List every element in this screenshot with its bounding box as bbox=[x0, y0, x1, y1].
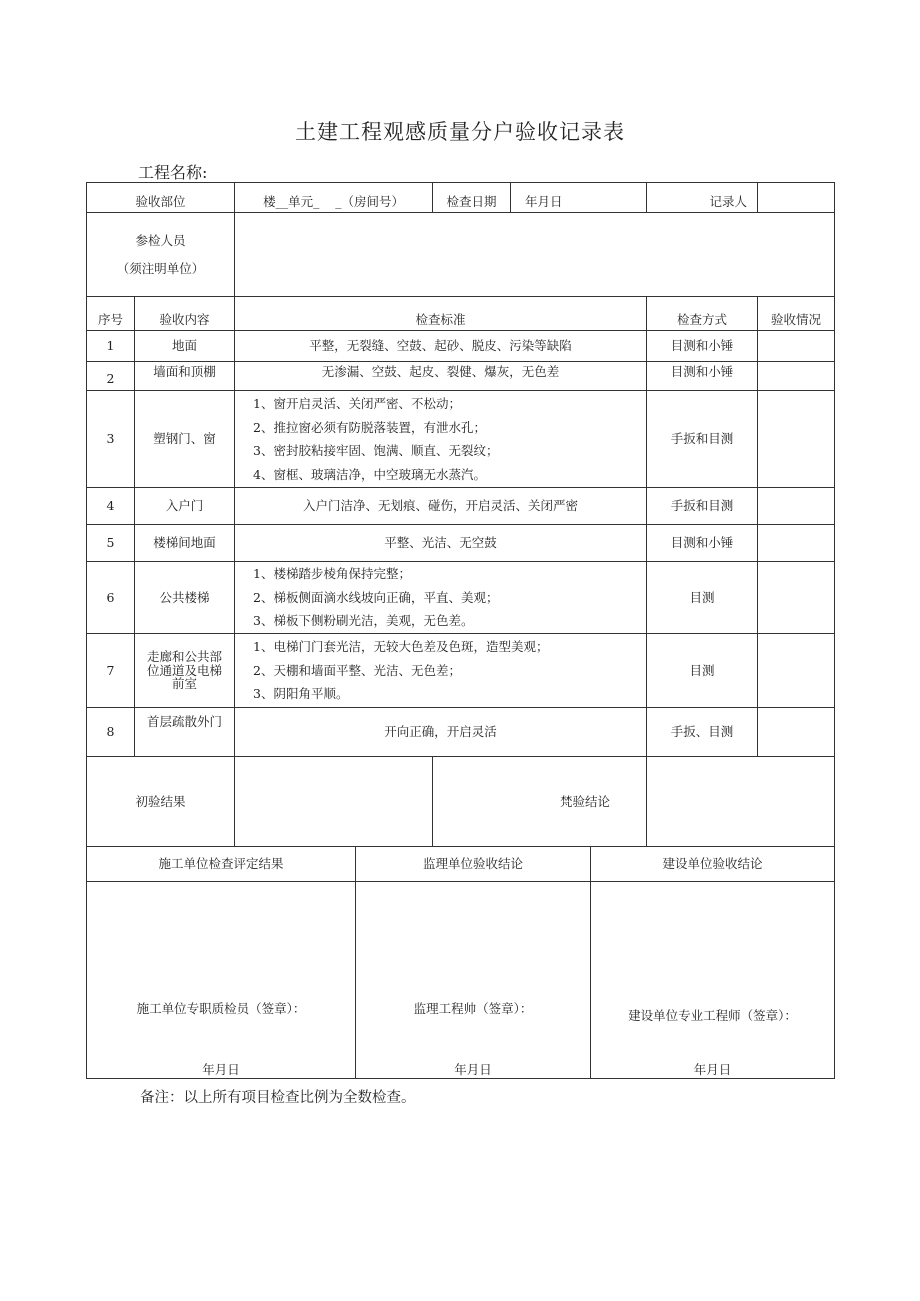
row-standard bbox=[235, 391, 647, 488]
location-value[interactable]: 楼__单元_ _（房间号） bbox=[235, 183, 433, 213]
row-result[interactable] bbox=[758, 331, 835, 362]
review-conclusion-value[interactable] bbox=[647, 757, 835, 847]
row-content: 地面 bbox=[135, 331, 235, 362]
row-result[interactable] bbox=[758, 634, 835, 708]
col-content: 验收内容 bbox=[135, 297, 235, 331]
location-label: 验收部位 bbox=[87, 183, 235, 213]
table-row bbox=[87, 708, 835, 757]
footnote: 备注：以上所有项目检查比例为全数检查。 bbox=[140, 1090, 416, 1106]
row-method: 目测和小锤 bbox=[647, 362, 758, 391]
owner-sign-cell[interactable] bbox=[591, 882, 835, 1079]
owner-title: 建设单位验收结论 bbox=[591, 847, 835, 882]
std-line: 1、电梯门门套光洁，无较大色差及色斑，造型美观； bbox=[253, 639, 549, 655]
row-result[interactable] bbox=[758, 391, 835, 488]
std-line: 2、天棚和墙面平整、光洁、无色差； bbox=[253, 662, 461, 678]
date-value[interactable]: 年月日 bbox=[511, 183, 647, 213]
owner-sign-label: 建设单位专业工程师（签章）： bbox=[628, 1007, 797, 1023]
row-method: 目测 bbox=[647, 562, 758, 634]
row-content: 塑钢门、窗 bbox=[135, 391, 235, 488]
row-no: 4 bbox=[87, 488, 135, 525]
participants-label-cell bbox=[87, 213, 235, 297]
row-result[interactable] bbox=[758, 488, 835, 525]
participants-row bbox=[87, 213, 835, 297]
std-line: 4、窗框、玻璃洁净，中空玻璃无水蒸汽。 bbox=[253, 466, 486, 482]
col-method: 检查方式 bbox=[647, 297, 758, 331]
initial-result-label: 初验结果 bbox=[87, 757, 235, 847]
row-content: 入户门 bbox=[135, 488, 235, 525]
contractor-date: 年月日 bbox=[202, 1061, 240, 1077]
header-row bbox=[87, 183, 835, 213]
recorder-value[interactable] bbox=[758, 183, 835, 213]
row-method: 手扳和目测 bbox=[647, 391, 758, 488]
table-row bbox=[87, 362, 835, 391]
row-standard: 平整、光洁、无空鼓 bbox=[235, 525, 647, 562]
row-standard bbox=[235, 634, 647, 708]
row-result[interactable] bbox=[758, 562, 835, 634]
row-no: 2 bbox=[87, 362, 135, 391]
participants-value[interactable] bbox=[235, 213, 835, 297]
row-content: 走廊和公共部位通道及电梯前室 bbox=[135, 634, 235, 708]
std-line: 2、梯板侧面滴水线坡向正确，平直、美观； bbox=[253, 589, 499, 605]
col-standard: 检查标准 bbox=[235, 297, 647, 331]
review-conclusion-label: 梵验结论 bbox=[433, 757, 647, 847]
supervisor-sign-cell[interactable] bbox=[356, 882, 591, 1079]
owner-date: 年月日 bbox=[693, 1061, 732, 1077]
row-method: 目测和小锤 bbox=[647, 331, 758, 362]
project-name-label: 工程名称: bbox=[138, 163, 208, 182]
recorder-label: 记录人 bbox=[647, 183, 758, 213]
row-standard: 入户门洁净、无划痕、碰伤，开启灵活、关闭严密 bbox=[235, 488, 647, 525]
row-result[interactable] bbox=[758, 708, 835, 757]
contractor-sign-label: 施工单位专职质检员（签章）： bbox=[136, 1000, 306, 1016]
col-result: 验收情况 bbox=[758, 297, 835, 331]
contractor-sign-cell[interactable] bbox=[87, 882, 356, 1079]
row-standard: 开向正确，开启灵活 bbox=[235, 708, 647, 757]
signature-row bbox=[87, 882, 835, 1079]
participants-hint: （须注明单位） bbox=[116, 260, 205, 276]
row-content: 首层疏散外门 bbox=[135, 708, 235, 757]
table-row bbox=[87, 562, 835, 634]
contractor-title: 施工单位检查评定结果 bbox=[87, 847, 356, 882]
page-title: 土建工程观感质量分户验收记录表 bbox=[295, 120, 625, 144]
participants-label: 参检人员 bbox=[135, 232, 186, 248]
row-method: 目测和小锤 bbox=[647, 525, 758, 562]
std-line: 3、密封胶粘接牢固、饱满、顺直、无裂纹； bbox=[253, 443, 499, 458]
row-no: 6 bbox=[87, 562, 135, 634]
row-method: 手扳、目测 bbox=[647, 708, 758, 757]
row-no: 7 bbox=[87, 634, 135, 708]
row-standard: 无渗漏、空鼓、起皮、裂健、爆灰，无色差 bbox=[235, 362, 647, 391]
table-row bbox=[87, 331, 835, 362]
table-row bbox=[87, 634, 835, 708]
row-method: 手扳和目测 bbox=[647, 488, 758, 525]
std-line: 2、推拉窗必须有防脱落装置，有泄水孔； bbox=[253, 419, 486, 435]
table-row bbox=[87, 525, 835, 562]
table-row bbox=[87, 391, 835, 488]
column-header-row bbox=[87, 297, 835, 331]
row-standard bbox=[235, 562, 647, 634]
supervisor-sign-label: 监理工程帅（签章）： bbox=[413, 1000, 533, 1016]
supervisor-title: 监理单位验收结论 bbox=[356, 847, 591, 882]
inspection-table bbox=[86, 182, 835, 847]
table-row bbox=[87, 488, 835, 525]
date-label: 检查日期 bbox=[433, 183, 511, 213]
col-no: 序号 bbox=[87, 297, 135, 331]
row-no: 5 bbox=[87, 525, 135, 562]
supervisor-date: 年月日 bbox=[454, 1061, 492, 1077]
std-line: 3、阴阳角平顺。 bbox=[253, 686, 349, 702]
row-standard: 平整，无裂缝、空鼓、起砂、脱皮、污染等缺陷 bbox=[235, 331, 647, 362]
initial-result-value[interactable] bbox=[235, 757, 433, 847]
row-content: 墙面和顶棚 bbox=[135, 362, 235, 391]
row-method: 目测 bbox=[647, 634, 758, 708]
row-content: 楼梯间地面 bbox=[135, 525, 235, 562]
row-result[interactable] bbox=[758, 362, 835, 391]
row-content: 公共楼梯 bbox=[135, 562, 235, 634]
results-row bbox=[87, 757, 835, 847]
signature-header-row bbox=[87, 847, 835, 882]
signature-table bbox=[86, 846, 835, 1079]
row-no: 8 bbox=[87, 708, 135, 757]
std-line: 3、梯板下侧粉刷光洁，美观，无色差。 bbox=[253, 613, 474, 629]
row-no: 1 bbox=[87, 331, 135, 362]
std-line: 1、窗开启灵活、关闭严密、不松动； bbox=[253, 396, 461, 411]
row-result[interactable] bbox=[758, 525, 835, 562]
std-line: 1、楼梯踏步棱角保持完整； bbox=[253, 566, 411, 582]
row-no: 3 bbox=[87, 391, 135, 488]
